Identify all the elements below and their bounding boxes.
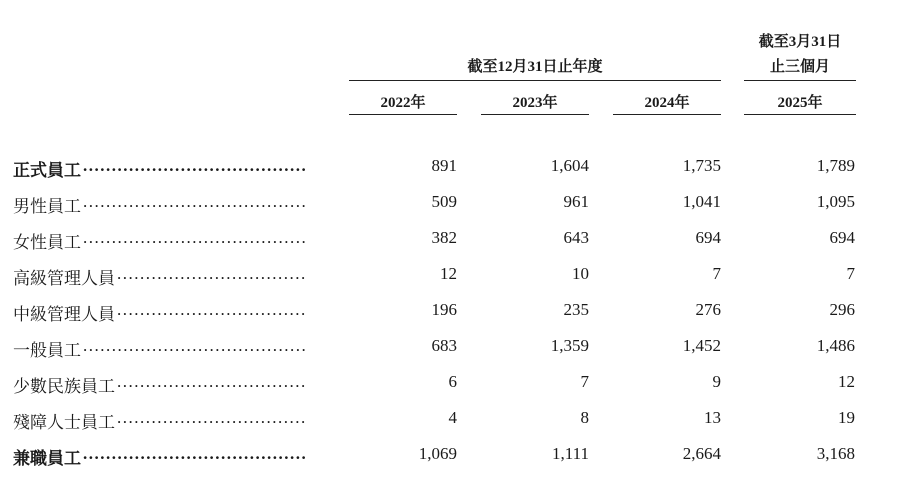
year-rule-2022 bbox=[349, 114, 457, 115]
table-row bbox=[0, 192, 910, 220]
value-cell: 7 bbox=[846, 264, 855, 283]
year-header-2023: 2023年 bbox=[512, 95, 558, 111]
value-cell: 1,604 bbox=[550, 156, 589, 175]
table-row bbox=[0, 444, 910, 472]
table-row bbox=[0, 156, 910, 184]
row-label: 殘障人士員工 bbox=[13, 413, 115, 432]
value-cell: 1,069 bbox=[418, 444, 457, 463]
value-cell: 296 bbox=[829, 300, 855, 319]
value-cell: 12 bbox=[440, 264, 457, 283]
leader-dots: ................................. bbox=[117, 408, 307, 427]
row-label: 中級管理人員 bbox=[13, 305, 115, 324]
leader-dots: ....................................... bbox=[83, 336, 308, 355]
value-cell: 694 bbox=[829, 228, 855, 247]
value-cell: 1,111 bbox=[552, 444, 589, 463]
value-cell: 1,095 bbox=[816, 192, 855, 211]
value-cell: 1,359 bbox=[550, 336, 589, 355]
value-cell: 7 bbox=[580, 372, 589, 391]
value-cell: 8 bbox=[580, 408, 589, 427]
value-cell: 961 bbox=[563, 192, 589, 211]
leader-dots: ....................................... bbox=[83, 228, 308, 247]
table-row bbox=[0, 336, 910, 364]
value-cell: 891 bbox=[431, 156, 457, 175]
value-cell: 4 bbox=[448, 408, 457, 427]
leader-dots: ....................................... bbox=[83, 444, 308, 463]
value-cell: 1,486 bbox=[816, 336, 855, 355]
value-cell: 694 bbox=[695, 228, 721, 247]
row-label: 高級管理人員 bbox=[13, 269, 115, 288]
value-cell: 1,041 bbox=[682, 192, 721, 211]
value-cell: 1,452 bbox=[682, 336, 721, 355]
row-label: 一般員工 bbox=[13, 341, 81, 360]
year-header-2025: 2025年 bbox=[777, 95, 823, 111]
interim-period-label-line2: 止三個月 bbox=[769, 59, 830, 75]
row-label: 女性員工 bbox=[13, 233, 81, 252]
table-row bbox=[0, 264, 910, 292]
row-label: 正式員工 bbox=[13, 161, 81, 180]
year-header-2024: 2024年 bbox=[644, 95, 690, 111]
year-rule-2023 bbox=[481, 114, 589, 115]
value-cell: 276 bbox=[695, 300, 721, 319]
leader-dots: ................................. bbox=[117, 372, 307, 391]
value-cell: 643 bbox=[563, 228, 589, 247]
table-row bbox=[0, 228, 910, 256]
value-cell: 19 bbox=[838, 408, 855, 427]
value-cell: 10 bbox=[572, 264, 589, 283]
value-cell: 13 bbox=[704, 408, 721, 427]
value-cell: 9 bbox=[712, 372, 721, 391]
year-rule-2025 bbox=[744, 114, 856, 115]
leader-dots: ....................................... bbox=[83, 156, 308, 175]
value-cell: 1,735 bbox=[682, 156, 721, 175]
value-cell: 3,168 bbox=[816, 444, 855, 463]
interim-group-rule bbox=[744, 80, 856, 81]
leader-dots: ................................. bbox=[117, 300, 307, 319]
value-cell: 235 bbox=[563, 300, 589, 319]
leader-dots: ................................. bbox=[117, 264, 307, 283]
value-cell: 683 bbox=[431, 336, 457, 355]
value-cell: 12 bbox=[838, 372, 855, 391]
table-row bbox=[0, 372, 910, 400]
table-row bbox=[0, 300, 910, 328]
leader-dots: ....................................... bbox=[83, 192, 308, 211]
row-label: 少數民族員工 bbox=[13, 377, 115, 396]
value-cell: 196 bbox=[431, 300, 457, 319]
value-cell: 382 bbox=[431, 228, 457, 247]
value-cell: 7 bbox=[712, 264, 721, 283]
value-cell: 509 bbox=[431, 192, 457, 211]
value-cell: 2,664 bbox=[682, 444, 721, 463]
year-rule-2024 bbox=[613, 114, 721, 115]
annual-group-rule bbox=[349, 80, 721, 81]
row-label: 兼職員工 bbox=[13, 449, 81, 468]
year-header-2022: 2022年 bbox=[380, 95, 426, 111]
table-row bbox=[0, 408, 910, 436]
value-cell: 6 bbox=[448, 372, 457, 391]
row-label: 男性員工 bbox=[13, 197, 81, 216]
annual-period-label: 截至12月31日止年度 bbox=[467, 59, 603, 75]
interim-period-label-line1: 截至3月31日 bbox=[758, 34, 842, 50]
value-cell: 1,789 bbox=[816, 156, 855, 175]
